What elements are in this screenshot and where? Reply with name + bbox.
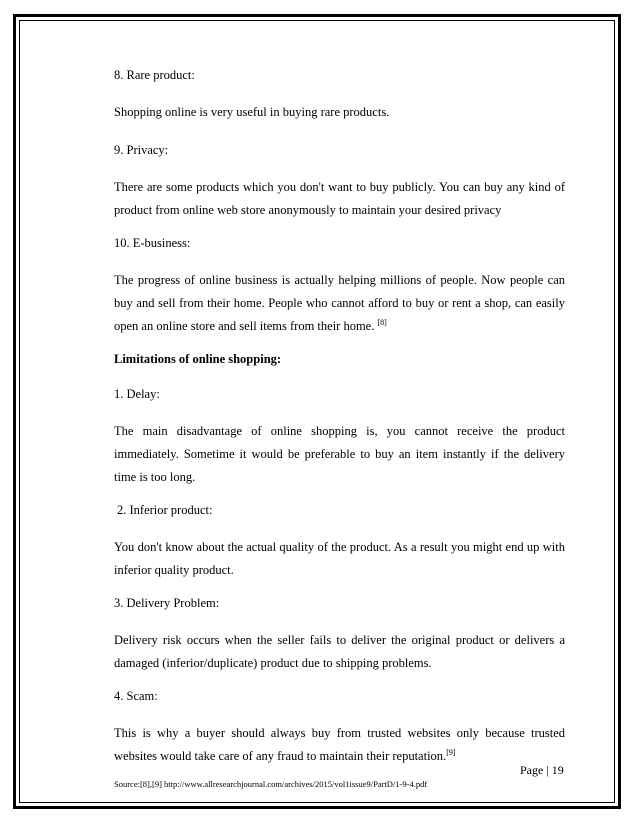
citation-8: [8] (377, 317, 387, 327)
section-title-limitations: Limitations of online shopping: (114, 352, 282, 366)
heading-delivery-problem: 3. Delivery Problem: (114, 596, 220, 610)
citation-9: [9] (446, 747, 456, 757)
paragraph-rare-product: Shopping online is very useful in buying rare products. (114, 105, 390, 119)
paragraph-e-business (114, 269, 565, 338)
heading-e-business: 10. E-business: (114, 236, 191, 250)
page-number: Page | 19 (520, 763, 564, 777)
paragraph-e-business-text: The progress of online business is actually helping millions of people. Now people can buy and sell from their home. People who cannot afford to buy or rent a shop, can easily open an online store and sell items from their home. (114, 273, 565, 333)
paragraph-delivery-problem: Delivery risk occurs when the seller fails to deliver the original product or delivers a damaged (inferior/duplicate) product due to shipping problems. (114, 633, 565, 670)
paragraph-inferior-product: You don't know about the actual quality of the product. As a result you might end up with inferior quality product. (114, 540, 565, 577)
paragraph-privacy: There are some products which you don't want to buy publicly. You can buy any kind of product from online web store anonymously to maintain your desired privacy (114, 180, 565, 217)
heading-scam: 4. Scam: (114, 689, 158, 703)
source-reference: Source:[8],[9] http://www.allresearchjournal.com/archives/2015/vol1issue9/PartD/1-9-4.pdf (114, 779, 428, 789)
heading-rare-product: 8. Rare product: (114, 68, 195, 82)
paragraph-scam-text: This is why a buyer should always buy from trusted websites only because trusted websites would take care of any fraud to maintain their reputation. (114, 726, 565, 763)
paragraph-delay: The main disadvantage of online shopping is, you cannot receive the product immediately. Sometime it would be preferable to buy an item instantly if the delivery time is too long. (114, 424, 565, 484)
heading-privacy: 9. Privacy: (114, 143, 169, 157)
page-content (114, 66, 565, 790)
heading-delay: 1. Delay: (114, 387, 160, 401)
heading-inferior-product: 2. Inferior product: (117, 503, 213, 517)
paragraph-scam (114, 722, 565, 768)
